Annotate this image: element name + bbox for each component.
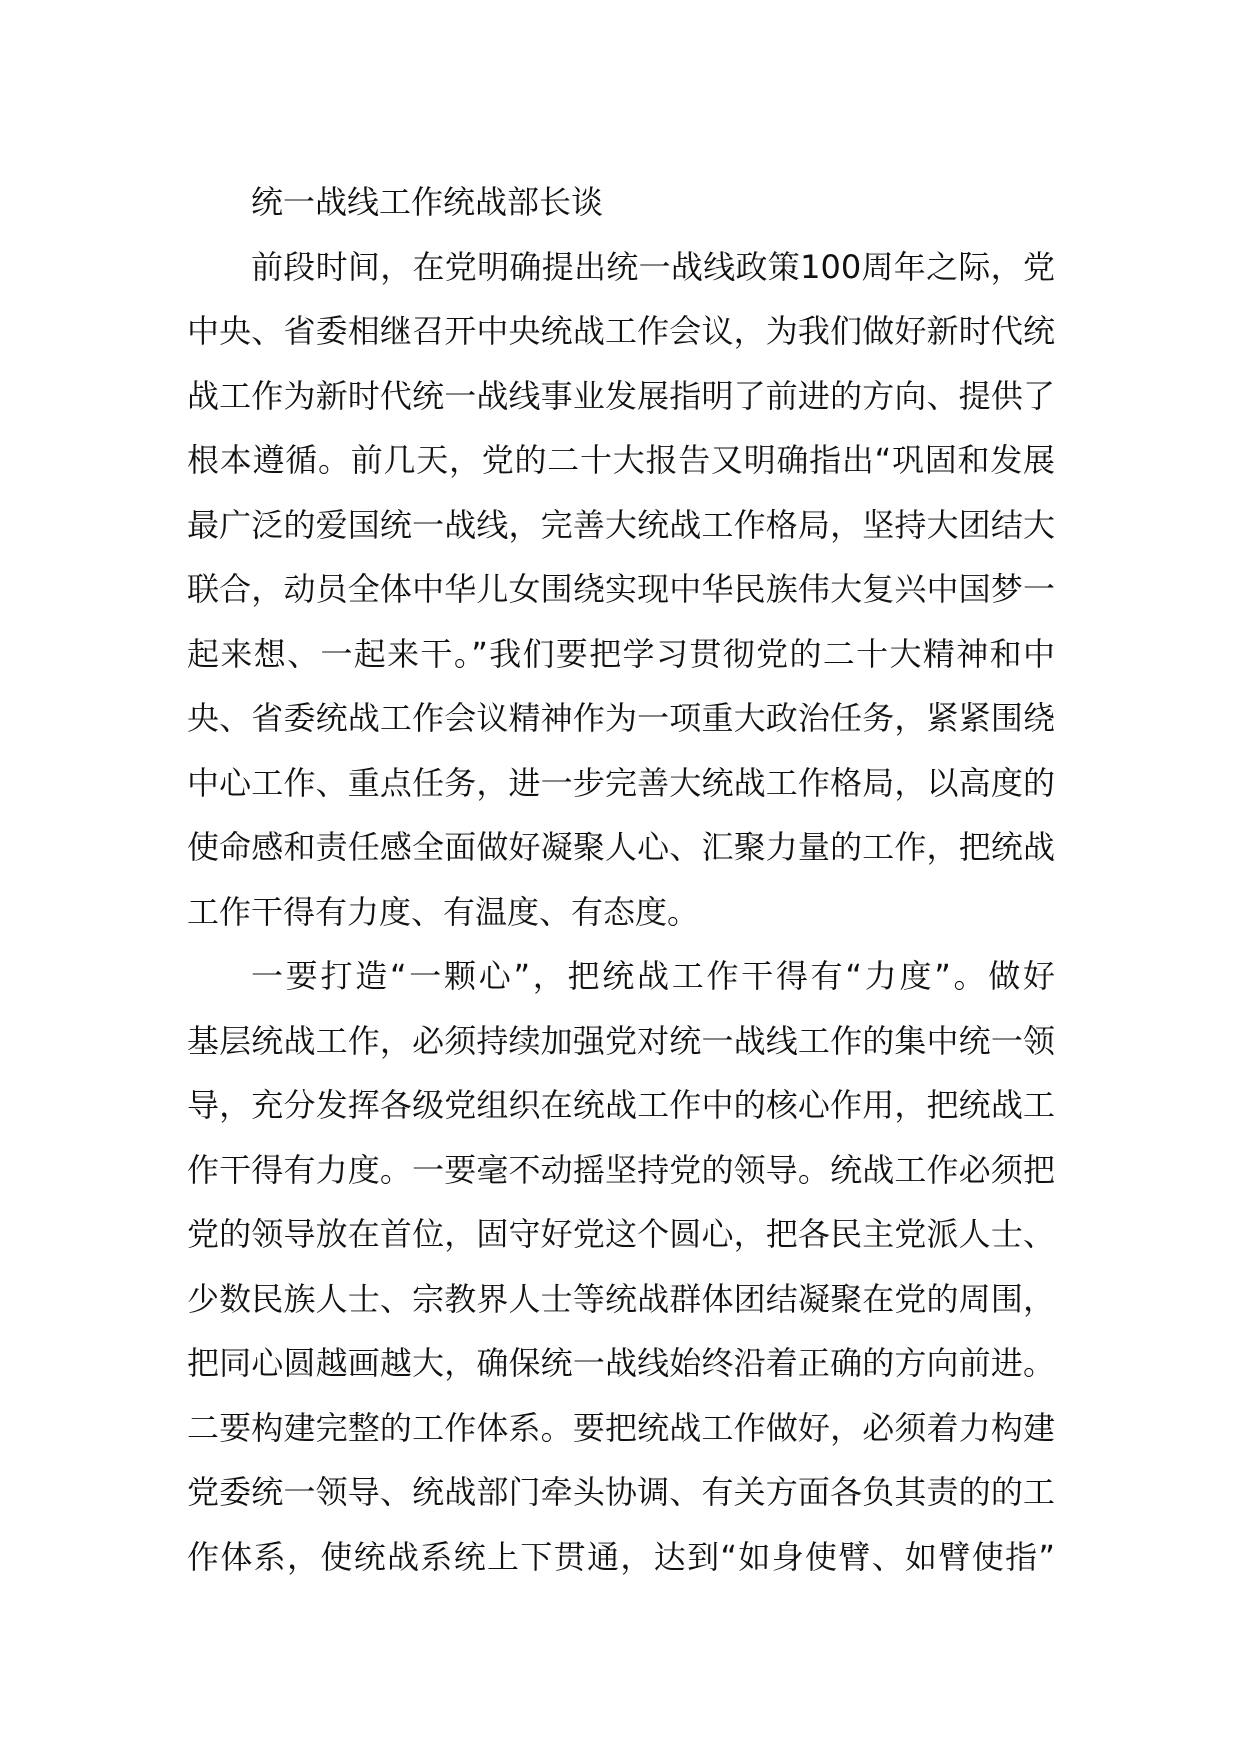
text-line: 党的领导放在首位，固守好党这个圆心，把各民主党派人士、 [187, 1215, 1055, 1253]
text-line: 作体系，使统战系统上下贯通，达到“如身使臂、如臂使指” [187, 1537, 1055, 1576]
text-line: 一要打造“一颗心”，把统战工作干得有“力度”。做好 [251, 957, 1055, 995]
text-line: 央、省委统战工作会议精神作为一项重大政治任务，紧紧围绕 [187, 699, 1055, 737]
paragraph-intro [187, 235, 1055, 945]
text-line: 中心工作、重点任务，进一步完善大统战工作格局，以高度的 [187, 763, 1055, 802]
text-line: 起来想、一起来干。”我们要把学习贯彻党的二十大精神和中 [187, 634, 1055, 673]
text-line: 导，充分发挥各级党组织在统战工作中的核心作用，把统战工 [187, 1086, 1055, 1124]
text-line: 使命感和责任感全面做好凝聚人心、汇聚力量的工作，把统战 [187, 828, 1055, 866]
paragraph-first-point [187, 944, 1055, 1589]
text-line: 少数民族人士、宗教界人士等统战群体团结凝聚在党的周围， [187, 1279, 1055, 1318]
text-line: 前段时间，在党明确提出统一战线政策100周年之际，党 [251, 247, 1055, 286]
text-line: 作干得有力度。一要毫不动摇坚持党的领导。统战工作必须把 [187, 1150, 1055, 1189]
document-body [187, 170, 1055, 1589]
text-line: 把同心圆越画越大，确保统一战线始终沿着正确的方向前进。 [187, 1344, 1055, 1382]
text-line: 战工作为新时代统一战线事业发展指明了前进的方向、提供了 [187, 376, 1055, 415]
text-line: 二要构建完整的工作体系。要把统战工作做好，必须着力构建 [187, 1408, 1055, 1447]
text-line: 最广泛的爱国统一战线，完善大统战工作格局，坚持大团结大 [187, 505, 1055, 544]
text-line: 中央、省委相继召开中央统战工作会议，为我们做好新时代统 [187, 312, 1055, 350]
text-line: 联合，动员全体中华儿女围绕实现中华民族伟大复兴中国梦一 [187, 570, 1055, 608]
text-line: 根本遵循。前几天，党的二十大报告又明确指出“巩固和发展 [187, 441, 1055, 479]
document-title: 统一战线工作统战部长谈 [251, 183, 604, 221]
text-line: 工作干得有力度、有温度、有态度。 [187, 892, 700, 931]
text-line: 党委统一领导、统战部门牵头协调、有关方面各负其责的的工 [187, 1473, 1055, 1511]
text-line: 基层统战工作，必须持续加强党对统一战线工作的集中统一领 [187, 1021, 1055, 1060]
